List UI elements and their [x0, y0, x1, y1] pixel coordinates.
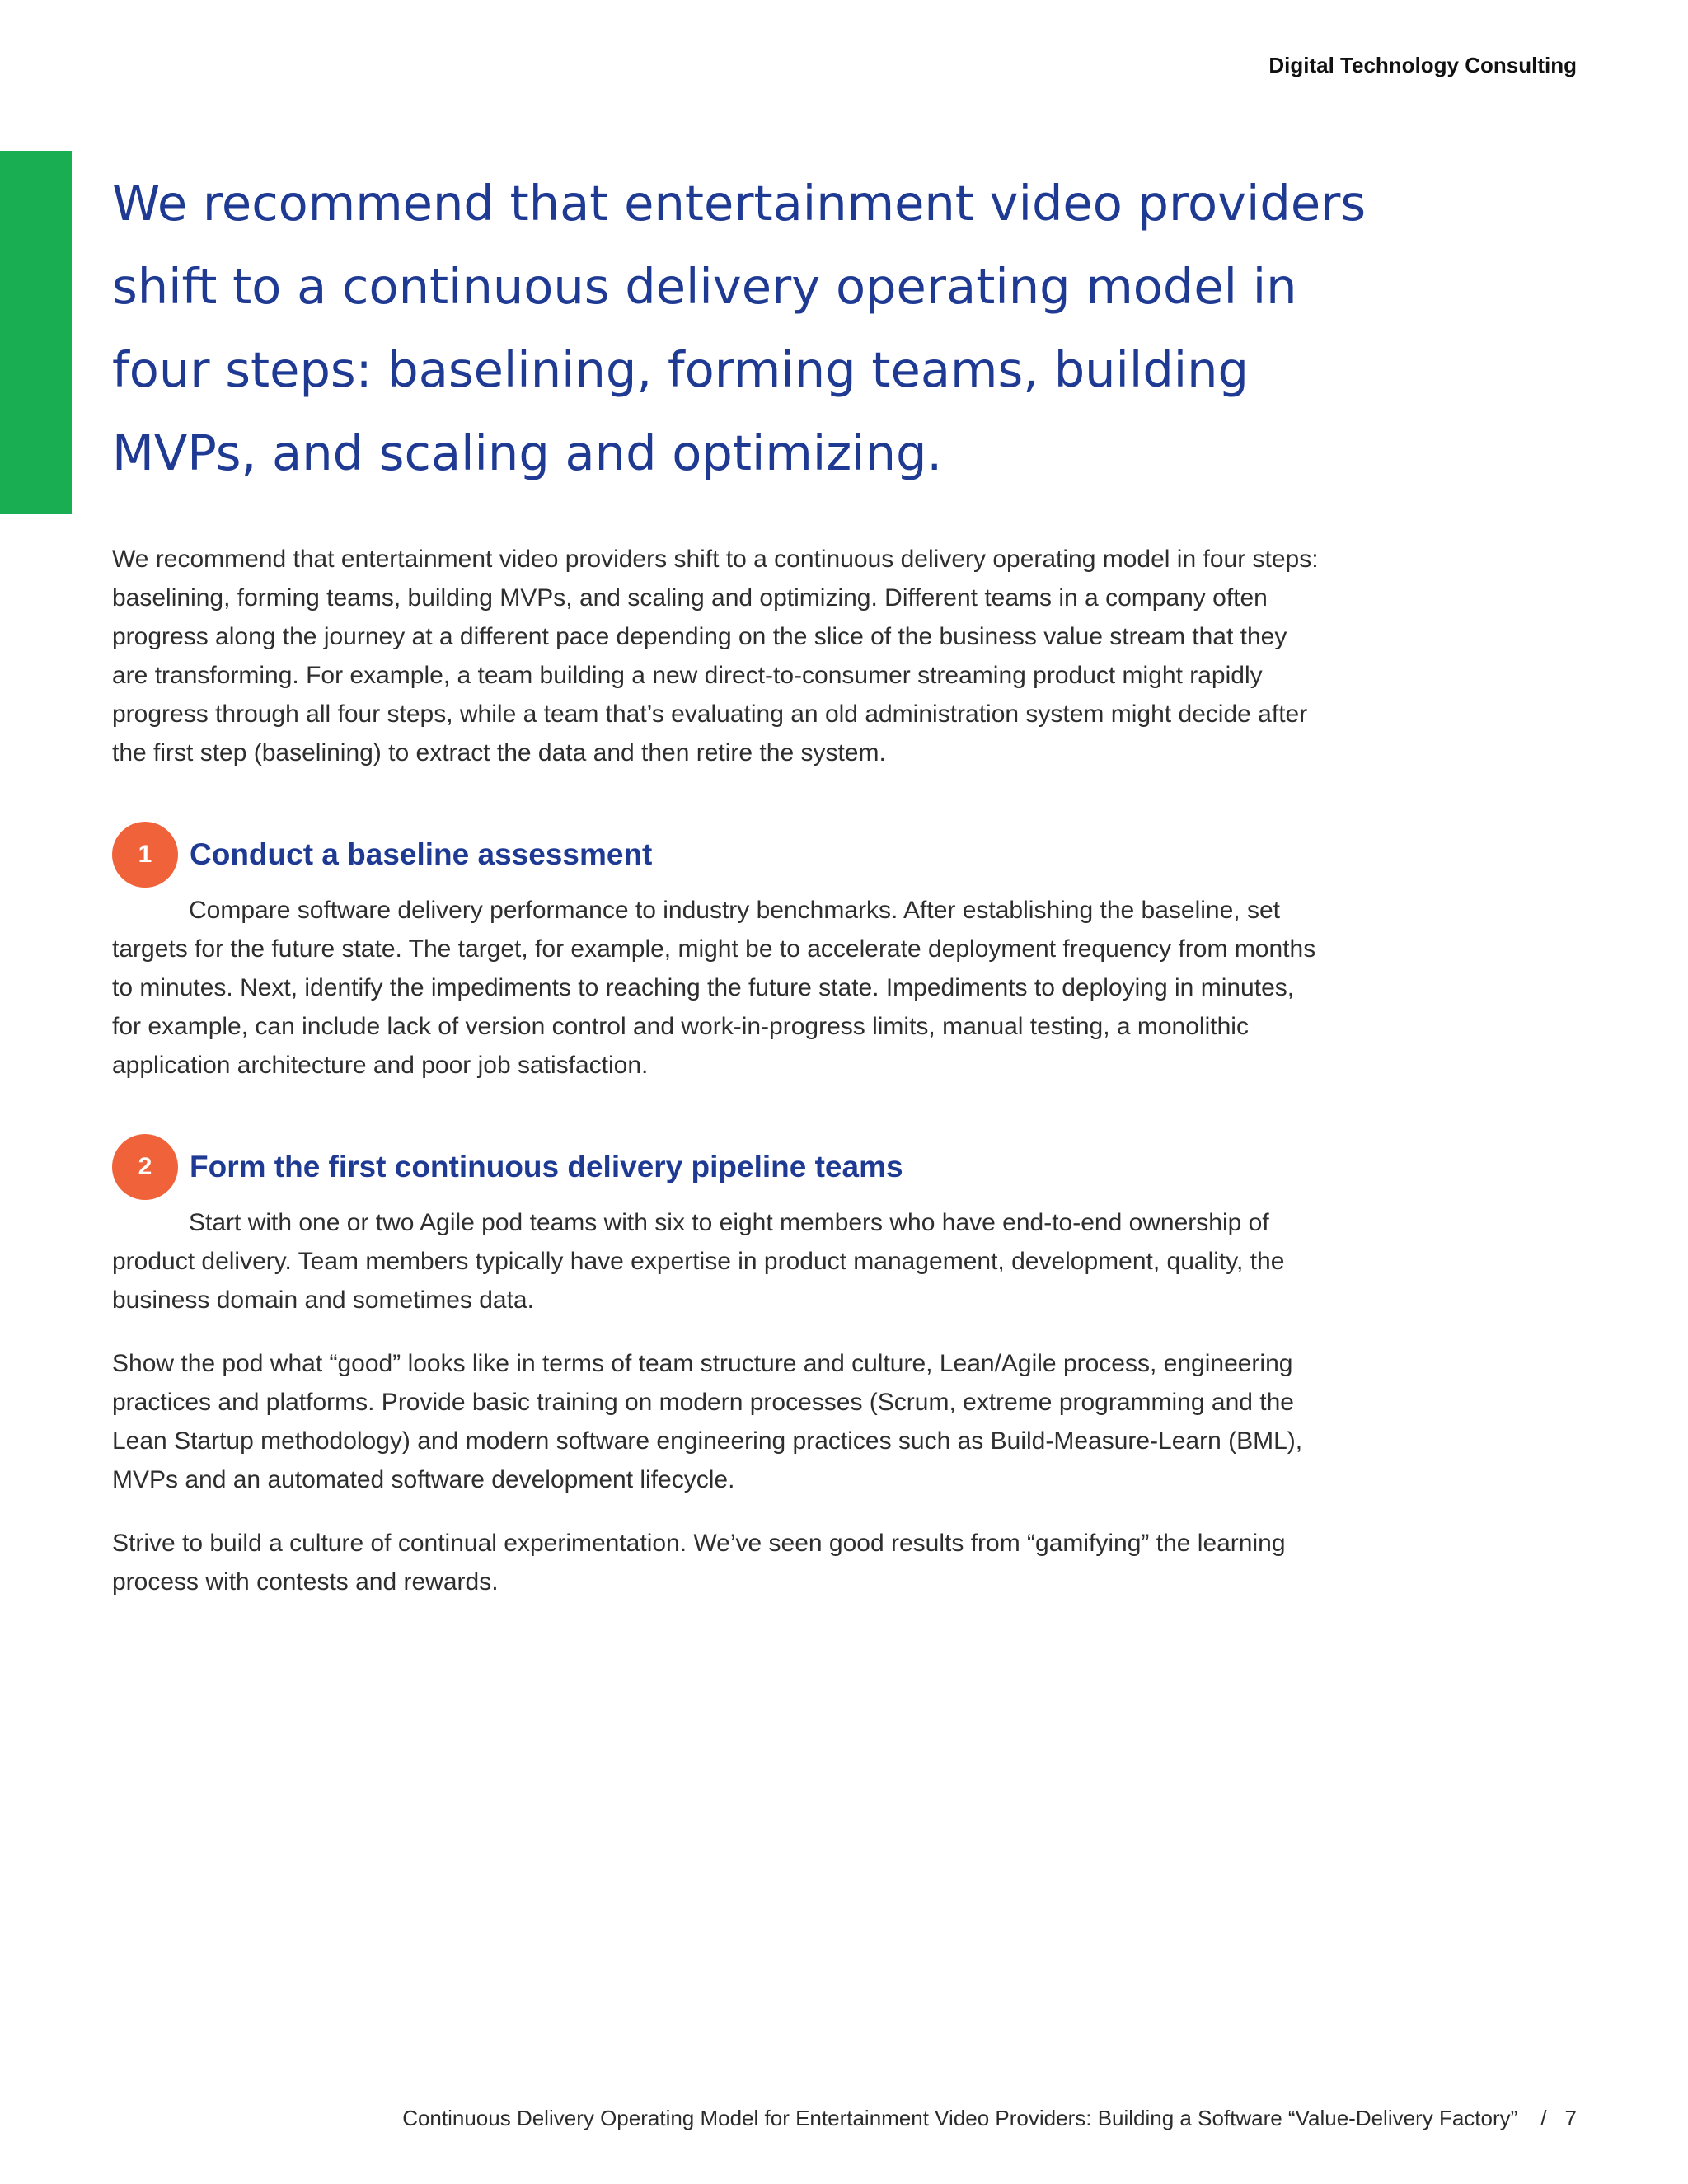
- step-2-paragraph: Start with one or two Agile pod teams with six to eight members who have end-to-end ownership of product delivery. Team members typically have expertise in product management, development, quality, the business domain and sometimes data.: [112, 1209, 1285, 1314]
- footer-page-number: 7: [1564, 2106, 1577, 2130]
- page-header-brand: Digital Technology Consulting: [1268, 53, 1577, 77]
- step-1-heading: [112, 822, 1324, 888]
- step-1-paragraph: Compare software delivery performance to industry benchmarks. After establishing the baseline, set targets for the future state. The target, for example, might be to accelerate deployment frequency from months to minutes. Next, identify the impediments to reaching the future state. Impediments to deploying in minutes, for example, can include lack of version control and work-in-progress limits, manual testing, a monolithic application architecture and poor job satisfaction.: [112, 897, 1316, 1079]
- step-2-section: [112, 1134, 1324, 1601]
- step-1-number-badge: 1: [112, 822, 178, 888]
- step-1-body: [112, 891, 1324, 1085]
- main-content: [112, 540, 1324, 1601]
- footer-document-title: Continuous Delivery Operating Model for Entertainment Video Providers: Building a Software “Value-Delivery Factory”: [402, 2106, 1518, 2130]
- footer-separator: /: [1540, 2106, 1547, 2130]
- step-2-paragraph: Strive to build a culture of continual experimentation. We’ve seen good results from “gamifying” the learning process with contests and rewards.: [112, 1530, 1286, 1596]
- step-1-title: Conduct a baseline assessment: [190, 837, 653, 871]
- intro-paragraph: We recommend that entertainment video providers shift to a continuous delivery operating model in four steps: baselining, forming teams, building MVPs, and scaling and optimizing. Different teams in a company often progress along the journey at a different pace depending on the slice of the business value stream that they are transforming. For example, a team building a new direct-to-consumer streaming product might rapidly progress through all four steps, while a team that’s evaluating an old administration system might decide after the first step (baselining) to extract the data and then retire the system.: [112, 546, 1319, 766]
- step-2-paragraph: Show the pod what “good” looks like in terms of team structure and culture, Lean/Agile process, engineering practices and platforms. Provide basic training on modern processes (Scrum, extreme programming and the Lean Startup methodology) and modern software engineering practices such as Build-Measure-Learn (BML), MVPs and an automated software development lifecycle.: [112, 1350, 1303, 1493]
- step-2-heading: [112, 1134, 1324, 1200]
- step-2-body: [112, 1203, 1324, 1601]
- step-2-number-badge: 2: [112, 1134, 178, 1200]
- step-2-title: Form the first continuous delivery pipeline teams: [190, 1150, 903, 1183]
- step-1-section: [112, 822, 1324, 1085]
- page-headline: We recommend that entertainment video providers shift to a continuous delivery operating model in four steps: baselining, forming teams, building MVPs, and scaling and optimizing.: [112, 175, 1367, 481]
- page-footer: [402, 2106, 1577, 2131]
- accent-bar: [0, 151, 72, 514]
